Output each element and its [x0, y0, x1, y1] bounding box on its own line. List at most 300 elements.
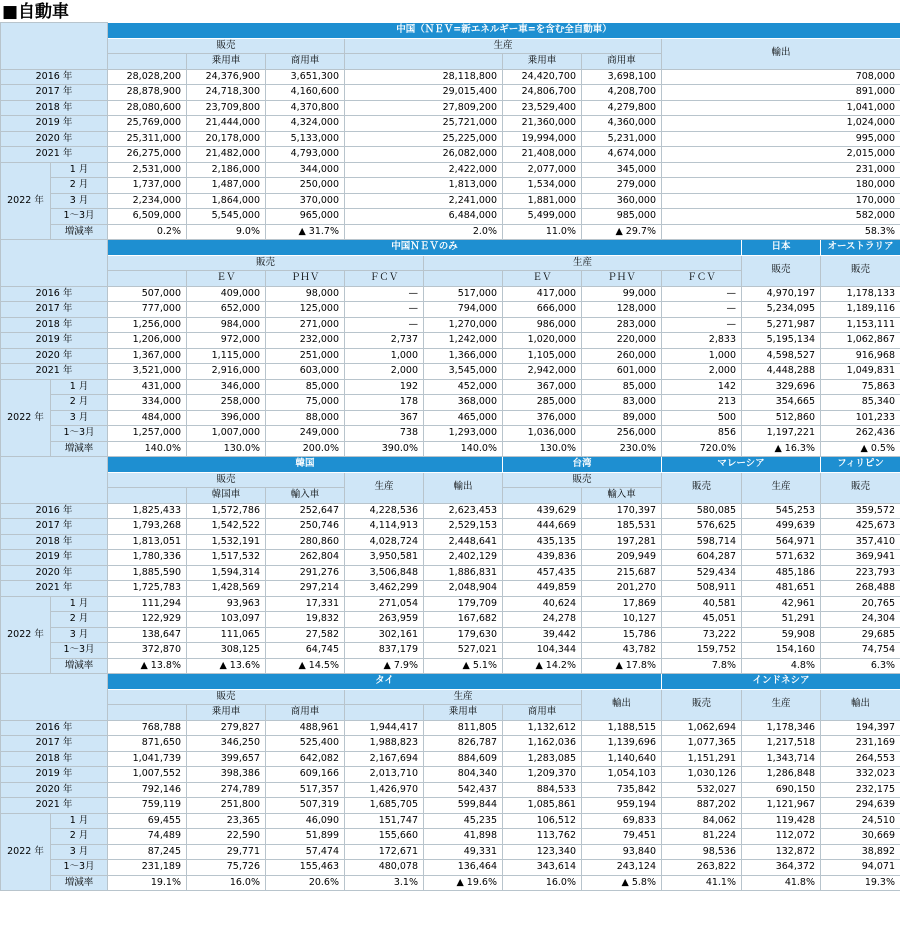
table-cell: 167,682	[424, 612, 503, 628]
table-cell: 652,000	[187, 302, 266, 318]
table-row	[1, 798, 900, 814]
table-cell: 83,000	[582, 395, 662, 411]
table-cell: 27,809,200	[345, 100, 503, 116]
table-cell: 1,105,000	[503, 348, 582, 364]
table-cell: 285,000	[503, 395, 582, 411]
year-label: 2020 年	[1, 782, 108, 798]
table-cell: 1,885,590	[108, 565, 187, 581]
year-label: 2021 年	[1, 581, 108, 597]
table-cell: 1,886,831	[424, 565, 503, 581]
table-cell: 140.0%	[108, 441, 187, 457]
table-cell: 1,257,000	[108, 426, 187, 442]
table-cell: 39,442	[503, 627, 582, 643]
table-cell: —	[345, 302, 424, 318]
table-cell: 1,188,515	[582, 720, 662, 736]
table-cell: 1,209,370	[503, 767, 582, 783]
table-cell: 599,844	[424, 798, 503, 814]
table-cell: 2,448,641	[424, 534, 503, 550]
year-label: 2016 年	[1, 286, 108, 302]
table-cell: 542,437	[424, 782, 503, 798]
table-cell: 5,234,095	[742, 302, 821, 318]
table-cell: 369,941	[821, 550, 900, 566]
table-row	[1, 333, 900, 349]
b3-kr-prod-header: 生産	[345, 472, 424, 503]
table-cell: 984,000	[187, 317, 266, 333]
table-cell: 1,426,970	[345, 782, 424, 798]
table-cell: 280,860	[266, 534, 345, 550]
table-cell: 123,340	[503, 844, 582, 860]
table-cell: 985,000	[582, 209, 662, 225]
table-cell: 2,916,000	[187, 364, 266, 380]
table-cell: 4,598,527	[742, 348, 821, 364]
table-cell: 2,942,000	[503, 364, 582, 380]
table-cell: ▲ 5.1%	[424, 658, 503, 674]
table-cell: 17,869	[582, 596, 662, 612]
table-cell: 580,085	[662, 503, 742, 519]
table-cell: 1,270,000	[424, 317, 503, 333]
b2-prod-total-header	[424, 271, 503, 287]
table-cell: 376,000	[503, 410, 582, 426]
table-cell: 5,499,000	[503, 209, 582, 225]
table-cell: 98,536	[662, 844, 742, 860]
table-cell: 398,386	[187, 767, 266, 783]
table-cell: 598,714	[662, 534, 742, 550]
table-cell: 2,077,000	[503, 162, 582, 178]
table-cell: 87,245	[108, 844, 187, 860]
table-cell: 512,860	[742, 410, 821, 426]
b3-kr-sales-header: 販売	[108, 472, 345, 488]
table-cell: 2,186,000	[187, 162, 266, 178]
b4-th-prod-total-header	[345, 705, 424, 721]
table-cell: 1,206,000	[108, 333, 187, 349]
table-cell: 24,510	[821, 813, 900, 829]
table-cell: 119,428	[742, 813, 821, 829]
b3-philippines-title: フィリピン	[821, 457, 900, 473]
table-cell: 1,256,000	[108, 317, 187, 333]
table-cell: 995,000	[662, 131, 900, 147]
b3-tw-sales-total-header	[503, 488, 582, 504]
table-cell: 73,222	[662, 627, 742, 643]
b2-sales-ev-header: ＥＶ	[187, 271, 266, 287]
table-row	[1, 860, 900, 876]
table-cell: 81,224	[662, 829, 742, 845]
b4-thailand-title: タイ	[108, 674, 662, 690]
table-cell: 582,000	[662, 209, 900, 225]
month-label: 1 月	[51, 813, 108, 829]
table-cell: 230.0%	[582, 441, 662, 457]
table-cell: 6.3%	[821, 658, 900, 674]
table-cell: 11.0%	[503, 224, 582, 240]
table-cell: 527,021	[424, 643, 503, 659]
table-cell: 345,000	[582, 162, 662, 178]
table-cell: 3,462,299	[345, 581, 424, 597]
table-row	[1, 550, 900, 566]
table-row	[1, 100, 900, 116]
table-cell: 232,175	[821, 782, 900, 798]
table-row	[1, 581, 900, 597]
b1-corner	[1, 23, 108, 70]
table-cell: 21,360,000	[503, 116, 582, 132]
table-cell: 1,139,696	[582, 736, 662, 752]
table-cell: 399,657	[187, 751, 266, 767]
table-cell: 179,630	[424, 627, 503, 643]
table-row	[1, 147, 900, 163]
change-rate-label: 増減率	[51, 875, 108, 891]
b4-header-row-1	[1, 674, 900, 690]
table-row	[1, 519, 900, 535]
table-cell: 826,787	[424, 736, 503, 752]
b4-th-sales-header: 販売	[108, 689, 345, 705]
year-label: 2017 年	[1, 736, 108, 752]
table-cell: 359,572	[821, 503, 900, 519]
table-cell: 291,276	[266, 565, 345, 581]
month-label: 1 月	[51, 162, 108, 178]
table-cell: ▲ 29.7%	[582, 224, 662, 240]
b1-body	[1, 69, 900, 240]
table-cell: 20,765	[821, 596, 900, 612]
table-cell: 4,028,724	[345, 534, 424, 550]
table-cell: 480,078	[345, 860, 424, 876]
table-cell: 9.0%	[187, 224, 266, 240]
table-cell: 792,146	[108, 782, 187, 798]
table-cell: 1,988,823	[345, 736, 424, 752]
table-cell: 201,270	[582, 581, 662, 597]
table-cell: 192	[345, 379, 424, 395]
table-cell: 252,647	[266, 503, 345, 519]
table-cell: 507,319	[266, 798, 345, 814]
table-cell: 871,650	[108, 736, 187, 752]
table-cell: 20,178,000	[187, 131, 266, 147]
table-cell: 106,512	[503, 813, 582, 829]
table-cell: 1,286,848	[742, 767, 821, 783]
table-cell: ▲ 31.7%	[266, 224, 345, 240]
table-cell: 279,827	[187, 720, 266, 736]
table-row	[1, 844, 900, 860]
table-cell: 3,521,000	[108, 364, 187, 380]
table-cell: 1,217,518	[742, 736, 821, 752]
table-cell: 178	[345, 395, 424, 411]
table-cell: 112,072	[742, 829, 821, 845]
table-cell: 367,000	[503, 379, 582, 395]
table-cell: 142	[662, 379, 742, 395]
b4-th-prod-commercial-header: 商用車	[503, 705, 582, 721]
table-cell: 1,030,126	[662, 767, 742, 783]
b2-header-row-1	[1, 240, 900, 256]
table-cell: 151,747	[345, 813, 424, 829]
table-cell: 4,228,536	[345, 503, 424, 519]
table-cell: 444,669	[503, 519, 582, 535]
table-cell: 256,000	[582, 426, 662, 442]
table-cell: 104,344	[503, 643, 582, 659]
table-cell: 125,000	[266, 302, 345, 318]
table-cell: 1,517,532	[187, 550, 266, 566]
b4-body	[1, 720, 900, 891]
table-cell: 22,590	[187, 829, 266, 845]
b2-japan-title: 日本	[742, 240, 821, 256]
table-cell: 529,434	[662, 565, 742, 581]
table-row	[1, 643, 900, 659]
table-row	[1, 720, 900, 736]
table-cell: 197,281	[582, 534, 662, 550]
table-cell: 1,153,111	[821, 317, 900, 333]
table-cell: 368,000	[424, 395, 503, 411]
change-rate-label: 増減率	[51, 658, 108, 674]
table-cell: 1,178,133	[821, 286, 900, 302]
table-cell: 297,214	[266, 581, 345, 597]
table-cell: 140.0%	[424, 441, 503, 457]
b4-th-export-header: 輸出	[582, 689, 662, 720]
table-cell: 425,673	[821, 519, 900, 535]
table-cell: 1,085,861	[503, 798, 582, 814]
table-cell: 260,000	[582, 348, 662, 364]
table-cell: 75,000	[266, 395, 345, 411]
b4-th-sales-commercial-header: 商用車	[266, 705, 345, 721]
table-cell: 439,836	[503, 550, 582, 566]
quarter-label: 1～3月	[51, 426, 108, 442]
table-cell: 965,000	[266, 209, 345, 225]
table-cell: 603,000	[266, 364, 345, 380]
table-cell: 465,000	[424, 410, 503, 426]
month-label: 2 月	[51, 395, 108, 411]
table-cell: 884,609	[424, 751, 503, 767]
table-cell: 194,397	[821, 720, 900, 736]
table-cell: 4,970,197	[742, 286, 821, 302]
b2-australia-sales-header: 販売	[821, 255, 900, 286]
table-cell: 2,167,694	[345, 751, 424, 767]
table-row	[1, 426, 900, 442]
table-cell: 19,994,000	[503, 131, 582, 147]
table-cell: 1,020,000	[503, 333, 582, 349]
b2-header-row-2	[1, 255, 900, 271]
table-cell: 1,825,433	[108, 503, 187, 519]
b3-body	[1, 503, 900, 674]
table-cell: 308,125	[187, 643, 266, 659]
table-cell: 2,531,000	[108, 162, 187, 178]
b1-export-header: 輸出	[662, 38, 900, 69]
table-cell: 1,944,417	[345, 720, 424, 736]
table-cell: 45,235	[424, 813, 503, 829]
b4-corner	[1, 674, 108, 721]
table-cell: 75,726	[187, 860, 266, 876]
table-cell: 1,041,000	[662, 100, 900, 116]
month-label: 2 月	[51, 829, 108, 845]
table-cell: 0.2%	[108, 224, 187, 240]
table-row	[1, 286, 900, 302]
table-cell: 130.0%	[503, 441, 582, 457]
table-cell: 64,745	[266, 643, 345, 659]
table-cell: 111,294	[108, 596, 187, 612]
year-2022-label: 2022 年	[1, 596, 51, 674]
table-cell: 283,000	[582, 317, 662, 333]
automobile-statistics-table	[0, 22, 900, 891]
table-cell: 25,311,000	[108, 131, 187, 147]
table-cell: 532,027	[662, 782, 742, 798]
table-cell: 51,291	[742, 612, 821, 628]
table-cell: 452,000	[424, 379, 503, 395]
table-cell: 435,135	[503, 534, 582, 550]
b2-prod-fcv-header: ＦＣＶ	[662, 271, 742, 287]
table-cell: 1,007,000	[187, 426, 266, 442]
table-cell: 344,000	[266, 162, 345, 178]
table-cell: 180,000	[662, 178, 900, 194]
b1-header-row-2	[1, 38, 900, 54]
b1-sales-passenger-header: 乗用車	[187, 54, 266, 70]
b3-kr-sales-total-header	[108, 488, 187, 504]
table-cell: 346,000	[187, 379, 266, 395]
table-cell: 262,804	[266, 550, 345, 566]
table-cell: 170,397	[582, 503, 662, 519]
table-cell: 1,178,346	[742, 720, 821, 736]
table-cell: 1,813,000	[345, 178, 503, 194]
year-label: 2020 年	[1, 565, 108, 581]
table-cell: 777,000	[108, 302, 187, 318]
table-cell: 2,623,453	[424, 503, 503, 519]
table-cell: 837,179	[345, 643, 424, 659]
table-cell: 159,752	[662, 643, 742, 659]
b4-id-sales-header: 販売	[662, 689, 742, 720]
quarter-label: 1～3月	[51, 643, 108, 659]
table-cell: 1,534,000	[503, 178, 582, 194]
table-cell: 986,000	[503, 317, 582, 333]
table-cell: ▲ 14.5%	[266, 658, 345, 674]
table-cell: 28,028,200	[108, 69, 187, 85]
table-cell: —	[662, 286, 742, 302]
table-cell: 1,532,191	[187, 534, 266, 550]
table-cell: 4,370,800	[266, 100, 345, 116]
b3-malaysia-title: マレーシア	[662, 457, 821, 473]
year-label: 2018 年	[1, 100, 108, 116]
table-cell: 507,000	[108, 286, 187, 302]
table-row	[1, 410, 900, 426]
table-cell: 1,487,000	[187, 178, 266, 194]
table-cell: 500	[662, 410, 742, 426]
table-row	[1, 503, 900, 519]
table-cell: ▲ 14.2%	[503, 658, 582, 674]
table-cell: 5,195,134	[742, 333, 821, 349]
table-cell: 138,647	[108, 627, 187, 643]
table-cell: 3,698,100	[582, 69, 662, 85]
b1-sales-total-header	[108, 54, 187, 70]
table-cell: 708,000	[662, 69, 900, 85]
table-cell: ▲ 0.5%	[821, 441, 900, 457]
table-cell: 601,000	[582, 364, 662, 380]
table-cell: 271,000	[266, 317, 345, 333]
table-cell: 5,271,987	[742, 317, 821, 333]
table-cell: 4,324,000	[266, 116, 345, 132]
table-cell: 666,000	[503, 302, 582, 318]
table-cell: 343,614	[503, 860, 582, 876]
b2-prod-ev-header: ＥＶ	[503, 271, 582, 287]
table-cell: 51,899	[266, 829, 345, 845]
table-cell: 576,625	[662, 519, 742, 535]
table-cell: 2,000	[345, 364, 424, 380]
table-cell: 28,118,800	[345, 69, 503, 85]
table-cell: 28,080,600	[108, 100, 187, 116]
table-cell: 40,624	[503, 596, 582, 612]
table-cell: 21,408,000	[503, 147, 582, 163]
table-cell: 357,410	[821, 534, 900, 550]
table-cell: 1,881,000	[503, 193, 582, 209]
b1-section-title: 中国（ＮＥＶ=新エネルギー車=を含む全自動車）	[108, 23, 900, 39]
table-row	[1, 302, 900, 318]
table-cell: 409,000	[187, 286, 266, 302]
b2-section-title: 中国ＮＥＶのみ	[108, 240, 742, 256]
b3-tw-sales-header: 販売	[503, 472, 662, 488]
year-label: 2019 年	[1, 767, 108, 783]
table-row	[1, 767, 900, 783]
b1-prod-total-header	[345, 54, 503, 70]
table-cell: 346,250	[187, 736, 266, 752]
table-row	[1, 85, 900, 101]
table-row	[1, 612, 900, 628]
b2-australia-title: オーストラリア	[821, 240, 900, 256]
table-row	[1, 627, 900, 643]
table-cell: 263,822	[662, 860, 742, 876]
table-cell: 6,509,000	[108, 209, 187, 225]
table-row	[1, 565, 900, 581]
table-cell: 4.8%	[742, 658, 821, 674]
table-cell: 274,789	[187, 782, 266, 798]
table-cell: 23,709,800	[187, 100, 266, 116]
table-cell: ▲ 16.3%	[742, 441, 821, 457]
table-cell: 113,762	[503, 829, 582, 845]
table-cell: 642,082	[266, 751, 345, 767]
table-cell: 485,186	[742, 565, 821, 581]
table-cell: 93,963	[187, 596, 266, 612]
table-cell: 1,725,783	[108, 581, 187, 597]
table-cell: 89,000	[582, 410, 662, 426]
table-cell: ▲ 7.9%	[345, 658, 424, 674]
table-cell: 243,124	[582, 860, 662, 876]
table-cell: 972,000	[187, 333, 266, 349]
table-cell: 794,000	[424, 302, 503, 318]
month-label: 3 月	[51, 410, 108, 426]
b3-kr-export-header: 輸出	[424, 472, 503, 503]
b3-corner	[1, 457, 108, 504]
table-cell: 1,132,612	[503, 720, 582, 736]
table-cell: 5,133,000	[266, 131, 345, 147]
table-row	[1, 131, 900, 147]
table-cell: 6,484,000	[345, 209, 503, 225]
table-cell: 155,660	[345, 829, 424, 845]
table-cell: 329,696	[742, 379, 821, 395]
table-cell: 768,788	[108, 720, 187, 736]
b2-sales-total-header	[108, 271, 187, 287]
table-cell: 24,806,700	[503, 85, 582, 101]
table-cell: 417,000	[503, 286, 582, 302]
table-cell: 1,000	[662, 348, 742, 364]
table-cell: 916,968	[821, 348, 900, 364]
table-cell: 1,793,268	[108, 519, 187, 535]
table-cell: 1,140,640	[582, 751, 662, 767]
table-cell: 1,062,694	[662, 720, 742, 736]
table-cell: 99,000	[582, 286, 662, 302]
month-label: 2 月	[51, 612, 108, 628]
table-row	[1, 348, 900, 364]
table-row	[1, 875, 900, 891]
table-row	[1, 395, 900, 411]
page-title: ■自動車	[2, 2, 70, 22]
b3-ph-sales-header: 販売	[821, 472, 900, 503]
table-cell: 69,455	[108, 813, 187, 829]
table-cell: 3,950,581	[345, 550, 424, 566]
b2-production-header: 生産	[424, 255, 742, 271]
table-cell: 223,793	[821, 565, 900, 581]
table-cell: 220,000	[582, 333, 662, 349]
table-cell: 49,331	[424, 844, 503, 860]
table-cell: 372,870	[108, 643, 187, 659]
month-label: 3 月	[51, 844, 108, 860]
